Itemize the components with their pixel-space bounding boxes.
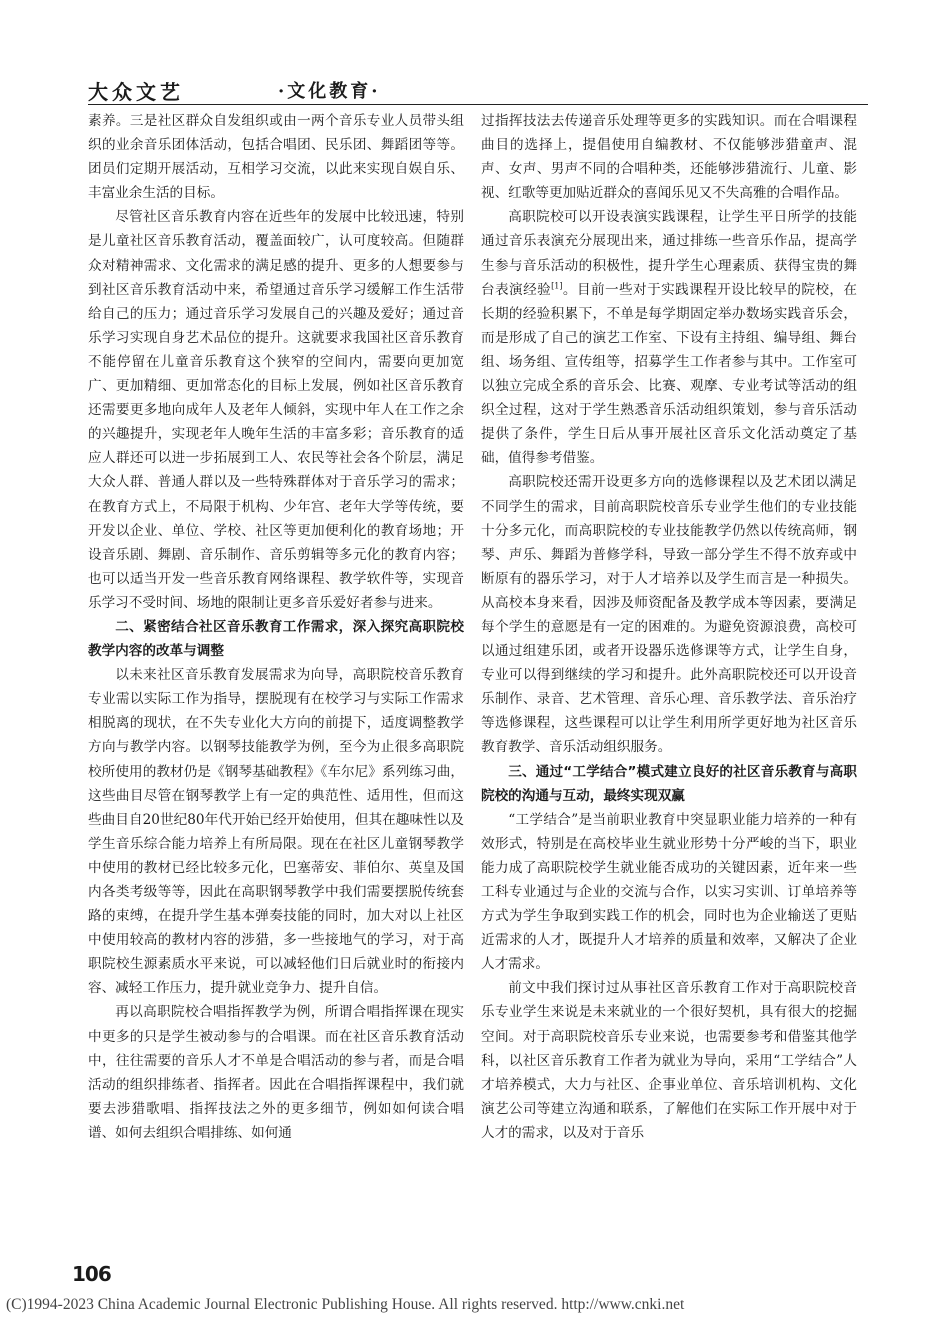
header-rule xyxy=(88,104,868,105)
citation: [1] xyxy=(551,281,563,291)
paragraph: 素养。三是社区群众自发组织或由一两个音乐专业人员带头组织的业余音乐团体活动，包括合唱团、民乐团、舞蹈团等等。团员们定期开展活动，互相学习交流，以此来实现自娱自乐、丰富业余生活的目标。 xyxy=(88,113,464,202)
paragraph: “工学结合”是当前职业教育中突显职业能力培养的一种有效形式，特别是在高校毕业生就业形势十分严峻的当下，职业能力成了高职院校学生就业能否成功的关键因素，近年来一些工科专业通过与企业的交流与合作，以实习实训、订单培养等方式为学生争取到实践工作的机会，同时也为企业输送了更贴近需求的人才，既提升人才培养的质量和效率，又解决了企业人才需求。 xyxy=(481,811,857,973)
section-heading: 二、紧密结合社区音乐教育工作需求，深入探究高职院校教学内容的改革与调整 xyxy=(88,618,464,660)
page-number: 106 xyxy=(72,1262,111,1286)
paragraph: 过指挥技法去传递音乐处理等更多的实践知识。而在合唱课程曲目的选择上，提倡使用自编教材、不仅能够涉猎童声、混声、女声、男声不同的合唱种类，还能够涉猎流行、儿童、影视、红歌等更加贴近群众的喜闻乐见又不失高雅的合唱作品。 xyxy=(481,113,857,202)
paragraph-text: 。目前一些对于实践课程开设比较早的院校，在长期的经验积累下，不单是每学期固定举办数场实践音乐会，而是形成了自己的演艺工作室、下设有主持组、编导组、舞台组、场务组、宣传组等，招募学生工作者参与其中。工作室可以独立完成全系的音乐会、比赛、观摩、专业考试等活动的组织全过程，这对于学生熟悉音乐活动组织策划，参与音乐活动提供了条件，学生日后从事开展社区音乐文化活动奠定了基础，值得参考借鉴。 xyxy=(481,281,858,467)
paragraph: 前文中我们探讨过从事社区音乐教育工作对于高职院校音乐专业学生来说是未来就业的一个很好契机，具有很大的挖掘空间。对于高职院校音乐专业来说，也需要参考和借鉴其他学科，以社区音乐教育工作者为就业为导向，采用“工学结合”人才培养模式，大力与社区、企事业单位、音乐培训机构、文化演艺公司等建立沟通和联系，了解他们在实际工作开展中对于人才的需求，以及对于音乐 xyxy=(481,980,857,1141)
journal-title: 大众文艺 xyxy=(88,80,184,104)
left-column xyxy=(88,109,464,1145)
paragraph: 以未来社区音乐教育发展需求为向导，高职院校音乐教育专业需以实际工作为指导，摆脱现有在校学习与实际工作需求相脱离的现状，在不失专业化大方向的前提下，适度调整教学方向与教学内容。以钢琴技能教学为例，至今为止很多高职院校所使用的教材仍是《钢琴基础教程》《车尔尼》系列练习曲，这些曲目尽管在钢琴教学上有一定的典范性、适用性，但而这些曲目自20世纪80年代开始已经开始使用，但其在趣味性以及学生音乐综合能力培养上有所局限。现在在社区儿童钢琴教学中使用的教材已经比较多元化，巴塞蒂安、菲伯尔、英皇及国内各类考级等等，因此在高职钢琴教学中我们需要摆脱传统套路的束缚，在提升学生基本弹奏技能的同时，加大对以上社区中使用较高的教材内容的涉猎，多一些接地气的学习，对于高职院校生源素质水平来说，可以减轻他们日后就业时的衔接内容、减轻工作压力，提升就业竞争力、提升自信。 xyxy=(88,667,464,997)
section-title: ·文化教育· xyxy=(278,81,381,102)
section-heading: 三、通过“工学结合”模式建立良好的社区音乐教育与高职院校的沟通与互动，最终实现双赢 xyxy=(481,763,857,804)
copyright-footer: (C)1994-2023 China Academic Journal Electronic Publishing House. All rights reserved. http://www.cnki.net xyxy=(6,1296,685,1313)
paragraph: 高职院校还需开设更多方向的选修课程以及艺术团以满足不同学生的需求，目前高职院校音乐专业学生他们的专业技能十分多元化，而高职院校的专业技能教学仍然以传统高师，钢琴、声乐、舞蹈为普修学科，导致一部分学生不得不放弃或中断原有的器乐学习，对于人才培养以及学生而言是一种损失。从高校本身来看，因涉及师资配备及教学成本等因素，要满足每个学生的意愿是有一定的困难的。为避免资源浪费，高校可以通过组建乐团，或者开设器乐选修课等方式，让学生自身，专业可以得到继续的学习和提升。此外高职院校还可以开设音乐制作、录音、艺术管理、音乐心理、音乐教学法、音乐治疗等选修课程，这些课程可以让学生利用所学更好地为社区音乐教育教学、音乐活动组织服务。 xyxy=(481,474,857,756)
right-column xyxy=(481,109,857,1145)
paragraph: 再以高职院校合唱指挥教学为例，所谓合唱指挥课在现实中更多的只是学生被动参与的合唱课。而在社区音乐教育活动中，往往需要的音乐人才不单是合唱活动的参与者，而是合唱活动的组织排练者、指挥者。因此在合唱指挥课程中，我们就要去涉猎歌唱、指挥技法之外的更多细节，例如如何读合唱谱、如何去组织合唱排练、如何通 xyxy=(88,1004,464,1141)
paragraph xyxy=(481,205,857,470)
paragraph: 尽管社区音乐教育内容在近些年的发展中比较迅速，特别是儿童社区音乐教育活动，覆盖面较广，认可度较高。但随群众对精神需求、文化需求的满足感的提升、更多的人想要参与到社区音乐教育活动中来，希望通过音乐学习缓解工作生活带给自己的压力；通过音乐学习发展自己的兴趣及爱好；通过音乐学习实现自身艺术品位的提升。这就要求我国社区音乐教育不能停留在儿童音乐教育这个狭窄的空间内，需要向更加宽广、更加精细、更加常态化的目标上发展，例如社区音乐教育还需要更多地向成年人及老年人倾斜，实现中年人在工作之余的兴趣提升，实现老年人晚年生活的丰富多彩；音乐教育的适应人群还可以进一步拓展到工人、农民等社会各个阶层，满足大众人群、普通人群以及一些特殊群体对于音乐学习的需求；在教育方式上，不局限于机构、少年宫、老年大学等传统，要开发以企业、单位、学校、社区等更加便利化的教育场地；开设音乐剧、舞剧、音乐制作、音乐剪辑等多元化的教育内容；也可以适当开发一些音乐教育网络课程、教学软件等，实现音乐学习不受时间、场地的限制让更多音乐爱好者参与进来。 xyxy=(88,209,464,611)
running-header xyxy=(88,76,868,102)
paragraph-text: 高职院校可以开设表演实践课程，让学生平日所学的技能通过音乐表演充分展现出来，通过排练一些音乐作品，提高学生参与音乐活动的积极性，提升学生心理素质、获得宝贵的舞台表演经验 xyxy=(481,209,857,298)
